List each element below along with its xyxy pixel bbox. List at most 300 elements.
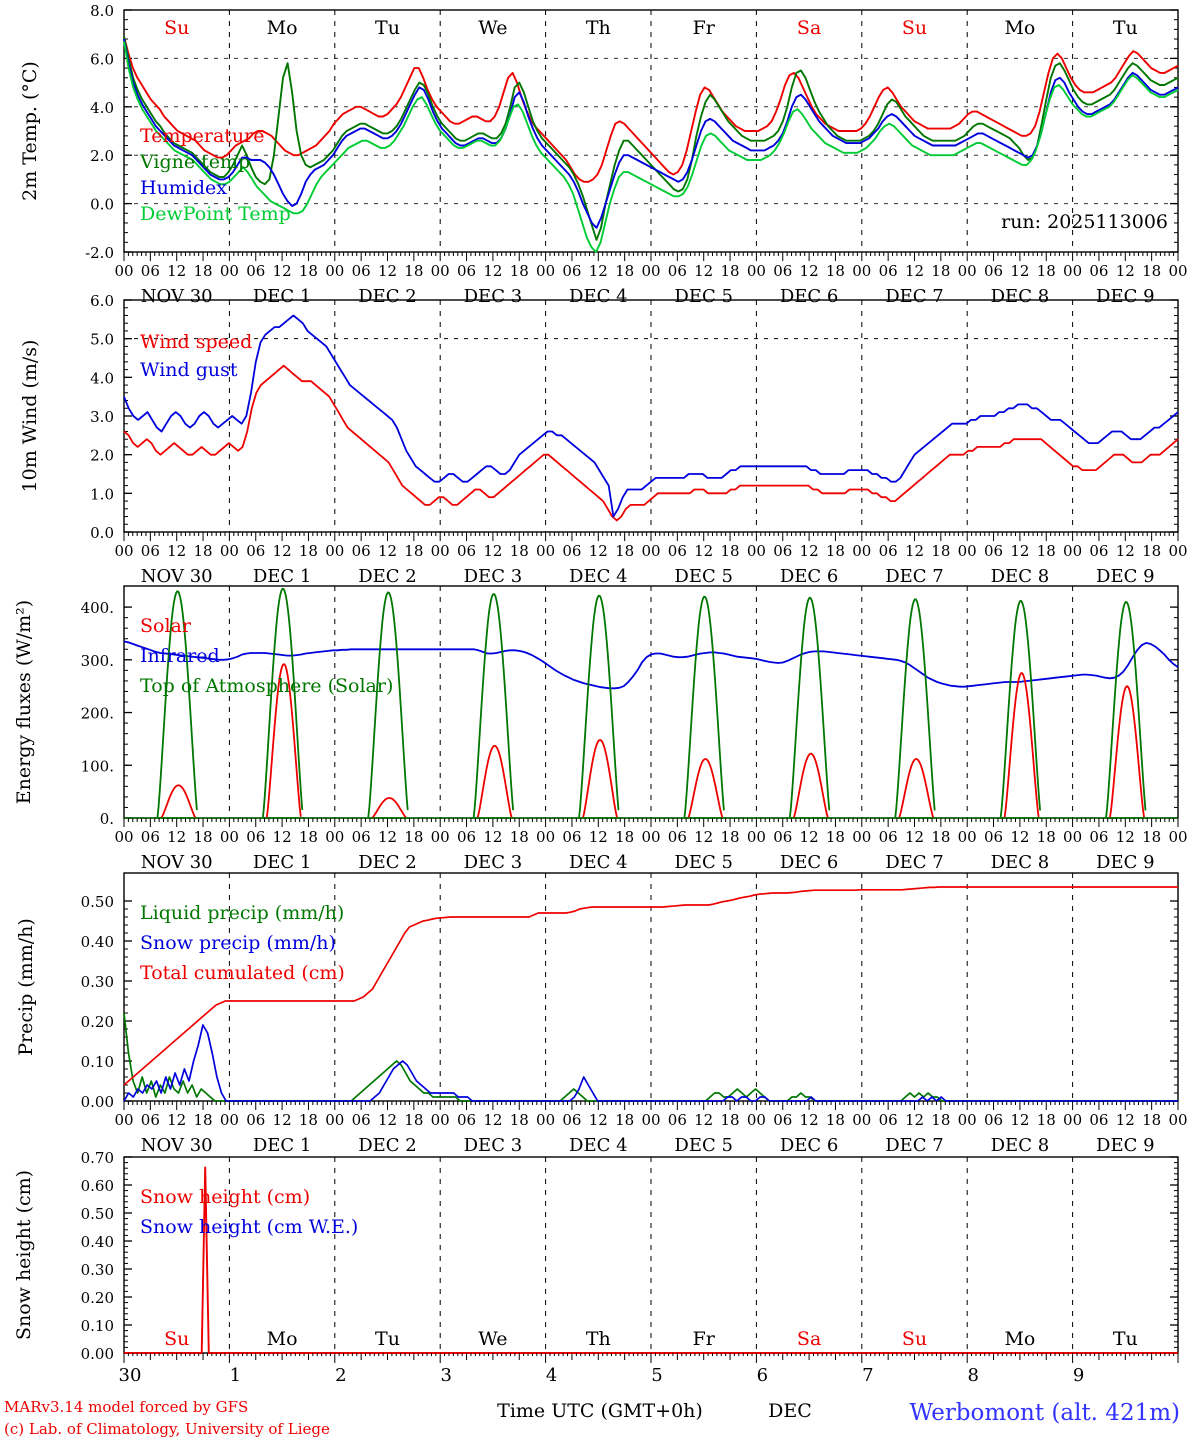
hour-tick-label: 18 — [615, 262, 635, 280]
day-label: DEC 5 — [674, 566, 733, 587]
daily-curve — [579, 596, 619, 818]
day-label: DEC 6 — [779, 566, 839, 587]
day-label: DEC 9 — [1096, 566, 1155, 587]
legend-dewpoint-temp: DewPoint Temp — [140, 203, 291, 225]
hour-tick-label: 12 — [483, 1111, 503, 1129]
hour-tick-label: 00 — [536, 542, 556, 560]
hour-tick-label: 00 — [641, 262, 661, 280]
y-axis-title: Energy fluxes (W/m²) — [13, 599, 35, 805]
hour-tick-label: 12 — [694, 262, 714, 280]
hour-tick-label: 12 — [377, 262, 398, 280]
day-label: DEC 7 — [885, 286, 944, 307]
legend-wind-speed: Wind speed — [140, 331, 253, 353]
hour-tick-label: 12 — [272, 828, 292, 846]
bottom-day-number: 8 — [967, 1365, 979, 1386]
hour-tick-label: 12 — [588, 542, 608, 560]
daily-curve — [478, 746, 512, 818]
day-label: DEC 1 — [252, 566, 312, 587]
day-label: DEC 7 — [885, 566, 944, 587]
station-title: Werbomont (alt. 421m) — [909, 1400, 1180, 1426]
hour-tick-label: 12 — [483, 262, 503, 280]
hour-tick-label: 12 — [377, 828, 398, 846]
y-tick-label: 0.20 — [80, 1289, 114, 1307]
y-tick-label: 400. — [80, 599, 114, 618]
hour-tick-label: 00 — [325, 1111, 345, 1129]
dow-label-bottom: Sa — [796, 1328, 822, 1350]
hour-tick-label: 18 — [825, 262, 845, 280]
hour-tick-label: 06 — [246, 1111, 266, 1129]
y-tick-label: 0.60 — [80, 1177, 114, 1195]
hour-tick-label: 12 — [904, 828, 925, 846]
hour-tick-label: 00 — [325, 262, 345, 280]
hour-tick-label: 12 — [904, 262, 925, 280]
hour-tick-label: 12 — [694, 828, 714, 846]
dow-label: Mo — [266, 17, 298, 39]
daily-curve — [474, 594, 513, 818]
legend-solar: Solar — [140, 615, 191, 637]
hour-tick-label: 12 — [799, 1111, 819, 1129]
y-tick-label: 0.50 — [80, 1205, 114, 1223]
hour-tick-label: 00 — [1168, 828, 1188, 846]
day-label: DEC 8 — [990, 566, 1050, 587]
bottom-day-number: 6 — [756, 1365, 769, 1386]
hour-tick-label: 06 — [667, 828, 687, 846]
daily-curve — [583, 740, 617, 818]
hour-tick-label: 18 — [193, 1111, 213, 1129]
y-axis-title: Precip (mm/h) — [15, 918, 37, 1056]
y-tick-label: 0. — [99, 810, 114, 828]
hour-tick-label: 06 — [140, 1111, 160, 1129]
hour-tick-label: 12 — [1115, 1111, 1135, 1129]
hour-tick-label: 06 — [984, 1111, 1004, 1129]
hour-tick-label: 18 — [931, 542, 951, 560]
hour-tick-label: 00 — [219, 262, 239, 280]
dow-label: Tu — [375, 17, 400, 39]
hour-tick-label: 18 — [615, 1111, 635, 1129]
day-label: DEC 8 — [990, 852, 1050, 873]
bottom-day-number: 1 — [229, 1365, 242, 1386]
y-tick-label: 0.40 — [80, 1233, 114, 1251]
hour-tick-label: 06 — [984, 262, 1004, 280]
hour-tick-label: 00 — [1063, 542, 1083, 560]
hour-tick-label: 00 — [1168, 1111, 1188, 1129]
hour-tick-label: 12 — [272, 1111, 292, 1129]
day-label: NOV 30 — [140, 852, 213, 873]
hour-tick-label: 06 — [1089, 542, 1109, 560]
hour-tick-label: 00 — [114, 262, 134, 280]
y-tick-label: 6.0 — [90, 292, 114, 310]
hour-tick-label: 00 — [1063, 1111, 1083, 1129]
series-line — [124, 1013, 1178, 1101]
hour-tick-label: 06 — [773, 1111, 793, 1129]
hour-tick-label: 12 — [1115, 542, 1135, 560]
y-tick-label: 0.30 — [80, 1261, 114, 1279]
hour-tick-label: 18 — [298, 542, 318, 560]
daily-curve — [1106, 602, 1146, 818]
hour-tick-label: 18 — [298, 828, 318, 846]
hour-tick-label: 00 — [219, 542, 239, 560]
hour-tick-label: 18 — [509, 542, 529, 560]
hour-tick-label: 12 — [799, 828, 819, 846]
y-tick-label: 8.0 — [90, 2, 114, 20]
y-tick-label: 4.0 — [90, 369, 114, 388]
energy_fluxes-panel — [13, 586, 1178, 828]
hour-tick-label: 06 — [457, 828, 477, 846]
hour-tick-label: 06 — [1089, 1111, 1109, 1129]
hour-tick-label: 00 — [746, 542, 766, 560]
hour-tick-label: 00 — [852, 828, 872, 846]
hour-tick-label: 00 — [430, 542, 450, 560]
precip-panel — [15, 873, 1178, 1111]
hour-tick-label: 18 — [720, 828, 740, 846]
hour-tick-label: 06 — [351, 542, 371, 560]
daily-curve — [368, 593, 408, 819]
day-label: DEC 1 — [252, 852, 312, 873]
hour-tick-label: 18 — [931, 1111, 951, 1129]
hour-tick-label: 06 — [351, 262, 371, 280]
hour-tick-label: 00 — [325, 542, 345, 560]
dow-label-bottom: Tu — [1112, 1328, 1138, 1350]
y-tick-label: 0.70 — [80, 1149, 114, 1167]
hour-tick-label: 12 — [1010, 542, 1030, 560]
hour-tick-label: 18 — [193, 262, 213, 280]
hour-tick-label: 12 — [167, 1111, 187, 1129]
legend-snow-precip-mm-h-: Snow precip (mm/h) — [140, 932, 336, 954]
dow-label-bottom: Su — [164, 1328, 190, 1350]
hour-tick-label: 00 — [641, 1111, 661, 1129]
dow-label-bottom: We — [478, 1328, 508, 1350]
footer-copyright: (c) Lab. of Climatology, University of Liege — [4, 1420, 330, 1438]
dow-label-bottom: Tu — [375, 1328, 400, 1350]
hour-tick-label: 06 — [1089, 262, 1109, 280]
hour-tick-label: 00 — [1063, 828, 1083, 846]
hour-tick-label: 00 — [536, 828, 556, 846]
dow-label: Th — [585, 17, 611, 39]
hour-tick-label: 00 — [746, 828, 766, 846]
daily-curve — [794, 754, 828, 818]
daily-curve — [688, 759, 722, 818]
legend-liquid-precip-mm-h-: Liquid precip (mm/h) — [140, 902, 345, 924]
daily-curve — [1001, 601, 1041, 818]
hour-tick-label: 00 — [114, 1111, 134, 1129]
hour-tick-label: 06 — [457, 262, 477, 280]
hour-tick-label: 06 — [457, 1111, 477, 1129]
y-tick-label: 0.0 — [90, 195, 114, 214]
hour-tick-label: 18 — [1036, 262, 1056, 280]
hour-tick-label: 00 — [1168, 542, 1188, 560]
hour-tick-label: 06 — [140, 262, 160, 280]
day-label: DEC 1 — [252, 286, 312, 307]
hour-tick-label: 12 — [694, 1111, 714, 1129]
hour-tick-label: 12 — [272, 262, 292, 280]
hour-tick-label: 06 — [667, 262, 687, 280]
x-axis-title: Time UTC (GMT+0h) — [497, 1400, 703, 1422]
bottom-day-number: 9 — [1072, 1365, 1085, 1386]
dow-label-bottom: Fr — [692, 1328, 715, 1350]
y-axis-title: Snow height (cm) — [13, 1169, 35, 1341]
y-tick-label: 4.0 — [90, 98, 114, 117]
hour-tick-label: 06 — [667, 542, 687, 560]
hour-tick-label: 06 — [878, 262, 898, 280]
temp-time-axis — [114, 252, 1187, 307]
flux-time-axis — [114, 818, 1187, 873]
snow_height-panel — [13, 1149, 1178, 1363]
y-tick-label: 6.0 — [90, 50, 114, 69]
hour-tick-label: 00 — [219, 828, 239, 846]
hour-tick-label: 12 — [1010, 828, 1030, 846]
y-axis-title: 2m Temp. (°C) — [19, 61, 41, 201]
day-label: DEC 3 — [463, 566, 523, 587]
day-label: DEC 6 — [779, 1135, 839, 1156]
legend-top-of-atmosphere-solar-: Top of Atmosphere (Solar) — [140, 675, 394, 697]
hour-tick-label: 18 — [404, 542, 424, 560]
hour-tick-label: 06 — [562, 542, 582, 560]
day-label: DEC 4 — [569, 566, 628, 587]
bottom-day-number: 2 — [335, 1365, 347, 1386]
hour-tick-label: 00 — [536, 1111, 556, 1129]
hour-tick-label: 06 — [773, 828, 793, 846]
y-tick-label: 200. — [80, 704, 114, 723]
bottom-day-number: 4 — [545, 1365, 558, 1386]
y-tick-label: 0.30 — [80, 973, 114, 991]
bottom-day-number: 7 — [862, 1365, 874, 1386]
day-label: DEC 6 — [779, 852, 839, 873]
hour-tick-label: 18 — [931, 262, 951, 280]
y-tick-label: 0.20 — [80, 1013, 114, 1031]
hour-tick-label: 06 — [351, 1111, 371, 1129]
day-label: NOV 30 — [140, 286, 213, 307]
hour-tick-label: 00 — [746, 262, 766, 280]
y-tick-label: 0.00 — [80, 1345, 114, 1363]
hour-tick-label: 00 — [957, 1111, 977, 1129]
day-label: DEC 4 — [569, 852, 628, 873]
hour-tick-label: 06 — [773, 542, 793, 560]
day-label: DEC 5 — [674, 286, 733, 307]
hour-tick-label: 18 — [1142, 828, 1162, 846]
hour-tick-label: 12 — [377, 542, 398, 560]
day-label: DEC 2 — [358, 1135, 417, 1156]
hour-tick-label: 12 — [1115, 262, 1135, 280]
day-label: DEC 8 — [990, 1135, 1050, 1156]
day-label: DEC 2 — [358, 286, 417, 307]
day-label: NOV 30 — [140, 1135, 213, 1156]
hour-tick-label: 18 — [720, 262, 740, 280]
hour-tick-label: 06 — [562, 1111, 582, 1129]
hour-tick-label: 00 — [957, 542, 977, 560]
legend-vigne-temp: Vigne temp — [140, 151, 251, 173]
day-label: DEC 5 — [674, 1135, 733, 1156]
dow-label: Fr — [692, 17, 715, 39]
hour-tick-label: 12 — [588, 828, 608, 846]
y-tick-label: 300. — [80, 651, 114, 670]
hour-tick-label: 06 — [878, 542, 898, 560]
legend-total-cumulated-cm-: Total cumulated (cm) — [140, 962, 345, 984]
hour-tick-label: 12 — [167, 542, 187, 560]
y-tick-label: 0.10 — [80, 1317, 114, 1335]
hour-tick-label: 12 — [1010, 1111, 1030, 1129]
dow-label: Sa — [796, 17, 822, 39]
x-axis-month: DEC — [768, 1400, 812, 1422]
hour-tick-label: 12 — [799, 262, 819, 280]
footer-model: MARv3.14 model forced by GFS — [4, 1398, 249, 1416]
legend-snow-height-cm-w-e-: Snow height (cm W.E.) — [140, 1216, 359, 1238]
y-tick-label: 0.40 — [80, 933, 114, 951]
legend-snow-height-cm-: Snow height (cm) — [140, 1186, 311, 1208]
y-tick-label: 0.10 — [80, 1053, 114, 1071]
hour-tick-label: 06 — [878, 1111, 898, 1129]
hour-tick-label: 00 — [957, 828, 977, 846]
hour-tick-label: 00 — [219, 1111, 239, 1129]
hour-tick-label: 06 — [140, 828, 160, 846]
dow-label-bottom: Th — [585, 1328, 611, 1350]
hour-tick-label: 18 — [1036, 828, 1056, 846]
hour-tick-label: 00 — [536, 262, 556, 280]
daily-curve — [161, 785, 195, 818]
y-tick-label: 5.0 — [90, 330, 114, 349]
hour-tick-label: 18 — [193, 542, 213, 560]
hour-tick-label: 12 — [904, 1111, 925, 1129]
hour-tick-label: 18 — [1036, 542, 1056, 560]
legend-temperature: Temperature — [140, 125, 265, 147]
hour-tick-label: 06 — [246, 262, 266, 280]
dow-label: Su — [901, 17, 928, 39]
daily-curve — [684, 597, 724, 818]
hour-tick-label: 00 — [114, 542, 134, 560]
hour-tick-label: 18 — [720, 1111, 740, 1129]
day-label: DEC 1 — [252, 1135, 312, 1156]
hour-tick-label: 12 — [1115, 828, 1135, 846]
hour-tick-label: 18 — [1036, 1111, 1056, 1129]
hour-tick-label: 00 — [1168, 262, 1188, 280]
hour-tick-label: 12 — [167, 262, 187, 280]
day-label: DEC 2 — [358, 566, 417, 587]
day-label: DEC 8 — [990, 286, 1050, 307]
hour-tick-label: 12 — [799, 542, 819, 560]
wind-panel — [19, 292, 1178, 542]
hour-tick-label: 18 — [1142, 542, 1162, 560]
y-axis-title: 10m Wind (m/s) — [19, 339, 41, 493]
hour-tick-label: 12 — [588, 1111, 608, 1129]
hour-tick-label: 06 — [984, 542, 1004, 560]
y-tick-label: -2.0 — [85, 244, 114, 262]
y-tick-label: 2.0 — [90, 446, 114, 465]
hour-tick-label: 06 — [667, 1111, 687, 1129]
hour-tick-label: 18 — [193, 828, 213, 846]
precip-time-axis — [114, 1101, 1187, 1156]
hour-tick-label: 18 — [404, 1111, 424, 1129]
wind-time-axis — [114, 532, 1187, 587]
hour-tick-label: 06 — [562, 262, 582, 280]
day-label: DEC 4 — [569, 1135, 628, 1156]
day-label: DEC 3 — [463, 1135, 523, 1156]
dow-label: Tu — [1112, 17, 1138, 39]
hour-tick-label: 06 — [457, 542, 477, 560]
hour-tick-label: 12 — [167, 828, 187, 846]
dow-label-bottom: Mo — [266, 1328, 298, 1350]
bottom-day-number: 30 — [118, 1365, 142, 1386]
hour-tick-label: 12 — [483, 542, 503, 560]
hour-tick-label: 06 — [773, 262, 793, 280]
hour-tick-label: 12 — [694, 542, 714, 560]
day-label: DEC 9 — [1096, 1135, 1155, 1156]
hour-tick-label: 12 — [483, 828, 503, 846]
hour-tick-label: 12 — [904, 542, 925, 560]
hour-tick-label: 00 — [1063, 262, 1083, 280]
hour-tick-label: 06 — [246, 828, 266, 846]
hour-tick-label: 00 — [852, 1111, 872, 1129]
day-label: DEC 7 — [885, 852, 944, 873]
hour-tick-label: 00 — [746, 1111, 766, 1129]
y-tick-label: 3.0 — [90, 408, 114, 426]
dow-label-bottom: Mo — [1004, 1328, 1036, 1350]
dow-label: We — [478, 17, 508, 39]
hour-tick-label: 18 — [931, 828, 951, 846]
y-tick-label: 0.00 — [80, 1093, 114, 1111]
hour-tick-label: 06 — [1089, 828, 1109, 846]
y-tick-label: 1.0 — [90, 485, 114, 504]
hour-tick-label: 06 — [140, 542, 160, 560]
hour-tick-label: 12 — [377, 1111, 398, 1129]
legend-wind-gust: Wind gust — [140, 359, 238, 381]
y-tick-label: 100. — [80, 757, 114, 776]
hour-tick-label: 12 — [1010, 262, 1030, 280]
day-label: DEC 6 — [779, 286, 839, 307]
hour-tick-label: 00 — [852, 262, 872, 280]
hour-tick-label: 18 — [825, 1111, 845, 1129]
day-label: DEC 7 — [885, 1135, 944, 1156]
hour-tick-label: 18 — [615, 828, 635, 846]
legend-humidex: Humidex — [140, 177, 228, 199]
y-tick-label: 0.50 — [80, 893, 114, 911]
hour-tick-label: 00 — [430, 262, 450, 280]
legend-infrared: Infrared — [140, 645, 220, 667]
day-label: DEC 9 — [1096, 286, 1155, 307]
hour-tick-label: 06 — [878, 828, 898, 846]
daily-curve — [895, 599, 935, 818]
snow-time-axis — [119, 1353, 1178, 1386]
hour-tick-label: 00 — [114, 828, 134, 846]
y-tick-label: 2.0 — [90, 147, 114, 166]
hour-tick-label: 00 — [430, 1111, 450, 1129]
hour-tick-label: 00 — [641, 542, 661, 560]
day-label: NOV 30 — [140, 566, 213, 587]
hour-tick-label: 00 — [641, 828, 661, 846]
hour-tick-label: 18 — [720, 542, 740, 560]
bottom-day-number: 5 — [651, 1365, 663, 1386]
daily-curve — [790, 598, 830, 818]
hour-tick-label: 18 — [825, 542, 845, 560]
day-label: DEC 5 — [674, 852, 733, 873]
day-label: DEC 4 — [569, 286, 628, 307]
hour-tick-label: 00 — [325, 828, 345, 846]
daily-curve — [372, 798, 406, 818]
temperature-panel — [19, 2, 1178, 262]
day-label: DEC 9 — [1096, 852, 1155, 873]
hour-tick-label: 18 — [509, 828, 529, 846]
hour-tick-label: 00 — [852, 542, 872, 560]
hour-tick-label: 18 — [825, 828, 845, 846]
day-label: DEC 2 — [358, 852, 417, 873]
day-label: DEC 3 — [463, 852, 523, 873]
hour-tick-label: 18 — [615, 542, 635, 560]
hour-tick-label: 18 — [509, 1111, 529, 1129]
hour-tick-label: 18 — [509, 262, 529, 280]
y-tick-label: 0.0 — [90, 524, 114, 542]
bottom-day-number: 3 — [440, 1365, 452, 1386]
hour-tick-label: 12 — [588, 262, 608, 280]
hour-tick-label: 18 — [1142, 262, 1162, 280]
daily-curve — [263, 589, 303, 818]
